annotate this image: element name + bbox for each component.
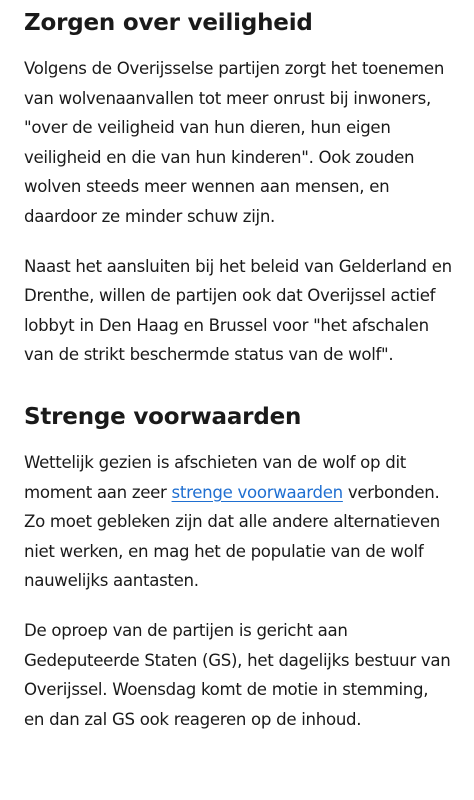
strenge-voorwaarden-link[interactable]: strenge voorwaarden (171, 482, 343, 502)
paragraph-text-after-link: verbonden. Zo moet gebleken zijn dat alle andere alternatieven niet werken, en mag het de populatie van de wolf nauwelijks aantasten. (24, 482, 440, 591)
section-heading-conditions: Strenge voorwaarden (24, 403, 302, 430)
paragraph-safety-concerns: Volgens de Overijsselse partijen zorgt het toenemen van wolvenaanvallen tot meer onrust bij inwoners, "over de veiligheid van hun dieren, hun eigen veiligheid en die van hun kinderen". Ook zouden wolven steeds meer wennen aan mensen, en daardoor ze minder schuw zijn. (24, 59, 445, 226)
paragraph-motion-vote: De oproep van de partijen is gericht aan Gedeputeerde Staten (GS), het dagelijks bestuur van Overijssel. Woensdag komt de motie in stemming, en dan zal GS ook reageren op de inhoud. (24, 620, 451, 729)
paragraph-text-before-link: Wettelijk gezien is afschieten van de wolf op dit moment aan zeer (24, 452, 406, 502)
paragraph-legal-conditions (24, 448, 452, 596)
paragraph-lobbying: Naast het aansluiten bij het beleid van Gelderland en Drenthe, willen de partijen ook dat Overijssel actief lobbyt in Den Haag en Brussel voor "het afschalen van de strikt beschermde status van de wolf". (24, 256, 452, 365)
section-heading-safety: Zorgen over veiligheid (24, 10, 313, 36)
